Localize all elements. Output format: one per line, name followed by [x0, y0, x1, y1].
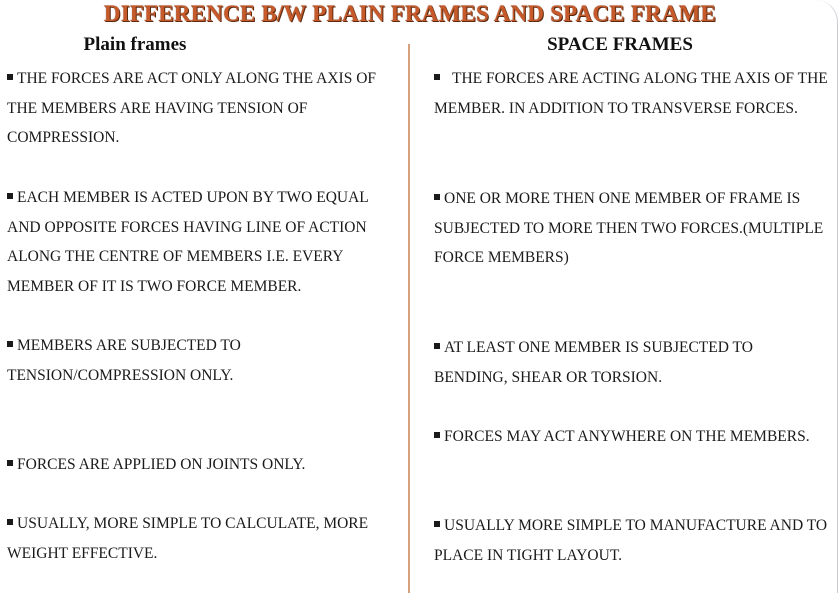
plain-frames-heading: Plain frames — [83, 34, 187, 55]
bullet-icon — [7, 74, 13, 80]
bullet-icon — [7, 460, 13, 466]
space-point-3 — [434, 333, 828, 392]
plain-point-1 — [7, 64, 402, 153]
space-point-text: ONE OR MORE THEN ONE MEMBER OF FRAME IS SUBJECTED TO MORE THEN TWO FORCES.(MULTIPLE FORCE MEMBERS) — [434, 190, 824, 266]
plain-point-2 — [7, 183, 402, 301]
space-point-text: USUALLY MORE SIMPLE TO MANUFACTURE AND TO PLACE IN TIGHT LAYOUT. — [434, 517, 828, 564]
space-point-text: THE FORCES ARE ACTING ALONG THE AXIS OF THE MEMBER. IN ADDITION TO TRANSVERSE FORCES. — [434, 70, 828, 117]
bullet-icon — [434, 343, 440, 349]
space-point-5 — [434, 511, 828, 570]
plain-point-4 — [7, 450, 402, 480]
bullet-icon — [7, 193, 13, 199]
bullet-icon — [434, 194, 440, 200]
space-point-1 — [434, 64, 828, 123]
bullet-icon — [434, 432, 440, 438]
plain-point-3 — [7, 331, 402, 390]
plain-point-5 — [7, 509, 402, 568]
bullet-icon — [7, 341, 13, 347]
space-point-2 — [434, 184, 828, 273]
column-divider — [408, 44, 410, 593]
space-point-text: AT LEAST ONE MEMBER IS SUBJECTED TO BENDING, SHEAR OR TORSION. — [434, 339, 753, 386]
bullet-icon — [7, 519, 13, 525]
space-point-4 — [434, 422, 828, 452]
plain-point-text: THE FORCES ARE ACT ONLY ALONG THE AXIS OF THE MEMBERS ARE HAVING TENSION OF COMPRESSION. — [7, 70, 377, 146]
space-frames-heading: SPACE FRAMES — [547, 34, 693, 55]
space-point-text: FORCES MAY ACT ANYWHERE ON THE MEMBERS. — [444, 428, 810, 445]
slide-title: DIFFERENCE B/W PLAIN FRAMES AND SPACE FRAME — [103, 1, 717, 26]
bullet-icon — [434, 74, 440, 80]
plain-point-text: FORCES ARE APPLIED ON JOINTS ONLY. — [17, 456, 306, 473]
plain-point-text: USUALLY, MORE SIMPLE TO CALCULATE, MORE WEIGHT EFFECTIVE. — [7, 515, 369, 562]
bullet-icon — [434, 521, 440, 527]
plain-point-text: EACH MEMBER IS ACTED UPON BY TWO EQUAL AND OPPOSITE FORCES HAVING LINE OF ACTION ALONG THE CENTRE OF MEMBERS I.E. EVERY MEMBER OF IT IS TWO FORCE MEMBER. — [7, 189, 369, 295]
plain-point-text: MEMBERS ARE SUBJECTED TO TENSION/COMPRESSION ONLY. — [7, 337, 241, 384]
